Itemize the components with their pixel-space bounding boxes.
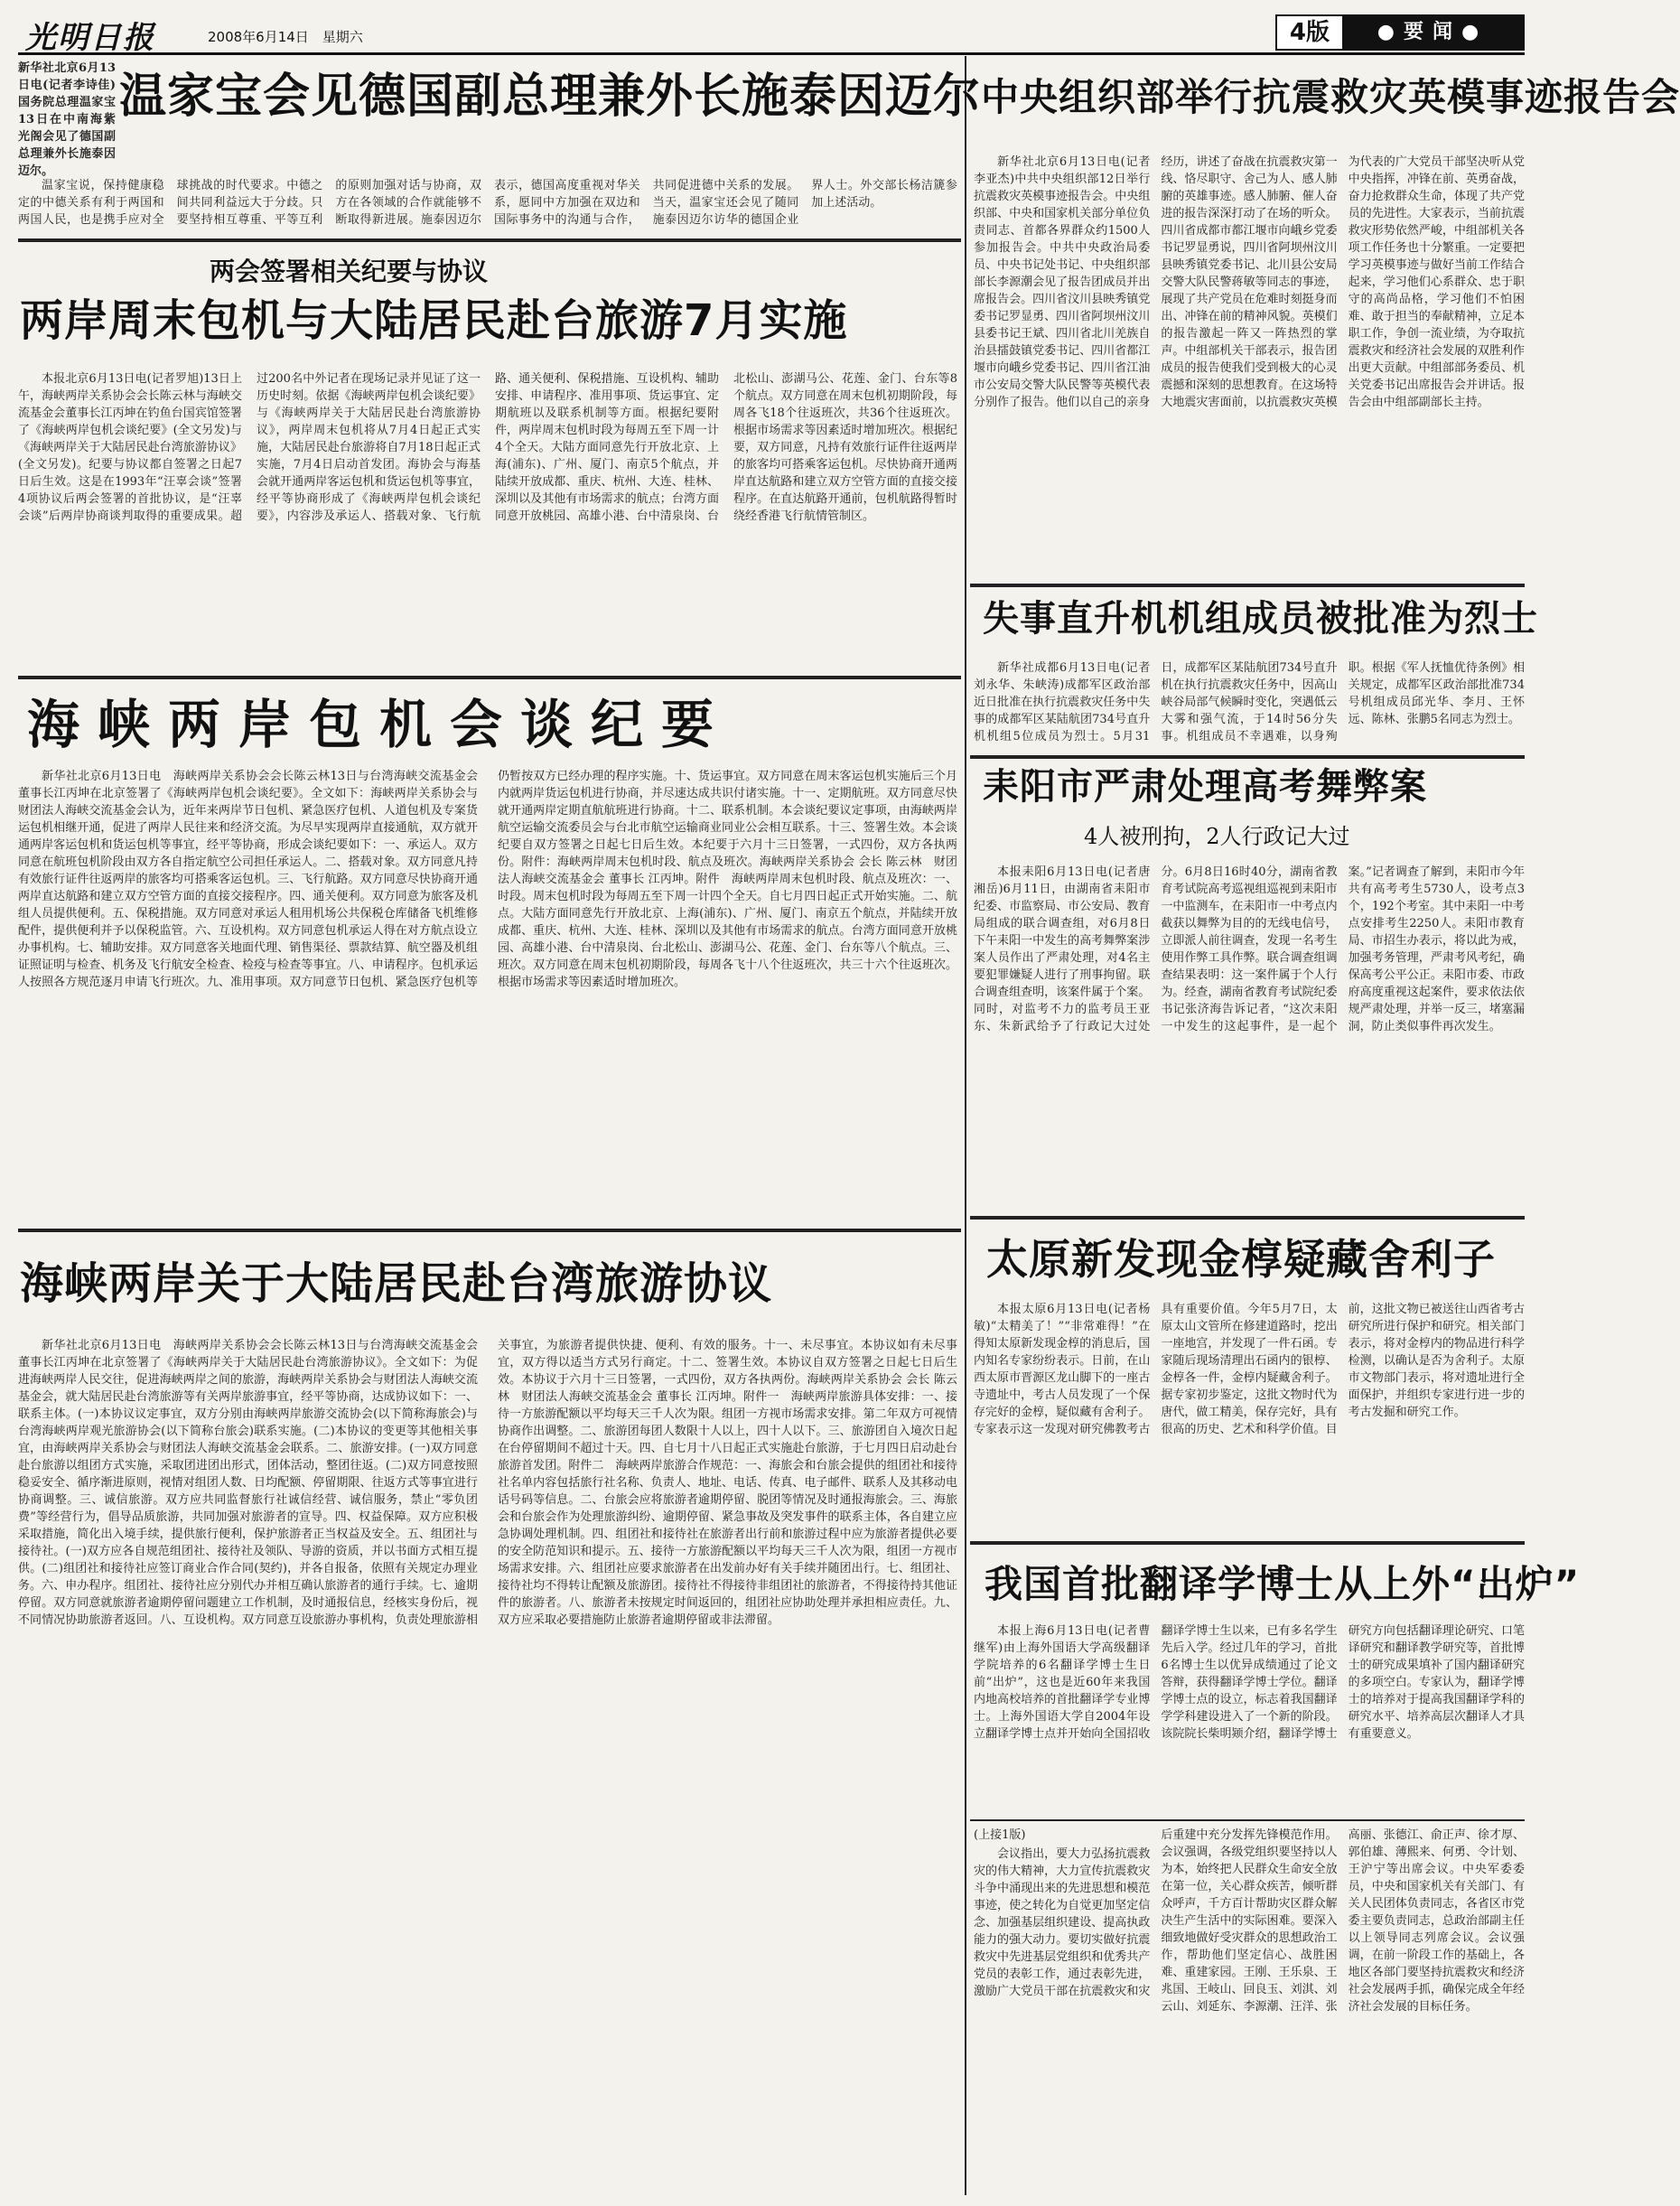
a7-body-text: 本报耒阳6月13日电(记者唐湘岳)6月11日，由湖南省耒阳市纪委、市监察局、市公安局、教育局组成的联合调查组，对6月8日下午耒阳一中发生的高考舞弊案涉案人员作出了严肃处理，对4名主要犯罪嫌疑人进行了刑事拘留。联合调查组查明，该案件属于个案。同时，对监考不力的监考员王亚东、朱新武给予了行政记大过处分。6月8日16时40分，湖南省教育考试院高考巡视组巡视到耒阳市一中监测车，在耒阳市一中考点内截获以舞弊为目的的无线电信号，立即派人前往调查，发现一名考生使用作弊工具作弊。联合调查组调查结果表明：这一案件属于个人行为。经查，湖南省教育考试院纪委书记张济海告诉记者，“这次耒阳一中发生的这起事件，是一起个案。”记者调查了解到，耒阳市今年共有高考考生5730人，设考点3个，192个考室。其中耒阳一中考点安排考生2250人。耒阳市教育局、市招生办表示，将以此为戒，加强考务管理，严肃考风考纪，确保高考公平公正。耒阳市委、市政府高度重视这起案件，要求依法依规严肃处理，并举一反三，堵塞漏洞，防止类似事件再次发生。 bbox=[974, 865, 1525, 1033]
a3-body-text: 新华社北京6月13日电 海峡两岸关系协会会长陈云林13日与台湾海峡交流基金会董事长江丙坤在北京签署了《海峡两岸包机会谈纪要》。全文如下：海峡两岸关系协会与财团法人海峡交流基金会认为，近年来两岸节日包机、紧急医疗包机、人道包机及专案货运包机相继开通，促进了两岸人民往来和经济交流。为尽早实现两岸直接通航，双方就开通两岸客运包机和货运包机等事宜，经平等协商，形成会谈纪要如下：一、承运人。双方同意在航班包机阶段由双方各自指定航空公司担任承运人。二、搭载对象。双方同意凡持有效旅行证件往返两岸的旅客均可搭乘客运包机。三、飞行航路。双方同意尽快协商开通两岸直达航路和建立双方空管方面的直接交接程序。四、通关便利。双方同意为旅客及机组人员提供便利。五、保税措施。双方同意对承运人租用机场公共保税仓库储备飞机维修配件，提供便利并予以保税监管。六、互设机构。双方同意包机承运人得在对方航点设立办事机构。七、辅助安排。双方同意客关地面代理、销售渠径、票款结算、航空器及机组证照证明与检查、机务及飞行航安全检查、检疫与检查等事宜。八、申请程序。包机承运人按照各方规范逐月申请飞行班次。九、准用事项。双方同意节日包机、紧急医疗包机等仍暂按双方已经办理的程序实施。十、货运事宜。双方同意在周末客运包机实施后三个月内就两岸货运包机进行协商，并尽速达成共识付诸实施。十一、定期航班。双方同意尽快就开通两岸定期直航航班进行协商。十二、联系机制。本会谈纪要议定事项，由海峡两岸航空运输交流委员会与台北市航空运输商业同业公会相互联系。十三、签署生效。本会谈纪要自双方签署之日起七日后生效。本纪要于六月十三日签署，一式四份，双方各执两份。附件：海峡两岸周末包机时段、航点及班次。海峡两岸关系协会 会长 陈云林 财团法人海峡交流基金会 董事长 江丙坤。附件 海峡两岸周末包机时段、航点及班次：一、时段。周末包机时段为每周五至下周一计四个全天。自七月四日起正式开始实施。二、航点。大陆方面同意先行开放北京、上海(浦东)、广州、厦门、南京五个航点，并陆续开放成都、重庆、杭州、大连、桂林、深圳以及其他有市场需求的航点。台湾方面同意开放桃园、高雄小港、台中清泉岗、台北松山、澎湖马公、花莲、金门、台东等八个航点。三、班次。双方同意在周末包机初期阶段，每周各飞十八个往返班次，共三十六个往返班次。根据市场需求等因素适时增加班次。 bbox=[18, 770, 957, 989]
a7-subhead: 4人被刑拘，2人行政记大过 bbox=[1084, 824, 1350, 849]
masthead bbox=[18, 9, 1525, 55]
a6-body-text: 新华社成都6月13日电(记者刘永华、朱峡涛)成都军区政治部近日批准在执行抗震救灾任务中失事的成都军区某陆航团734号直升机机组5位成员为烈士。5月31日，成都军区某陆航团734号直升机在执行抗震救灾任务中，因高山峡谷局部气候瞬时变化，突遇低云大雾和强气流，于14时56分失事。机组成员不幸遇难，以身殉职。根据《军人抚恤优待条例》相关规定，成都军区政治部批准734号机组成员邱光华、李月、王怀远、陈林、张鹏5名同志为烈士。 bbox=[974, 661, 1525, 743]
a5-body bbox=[974, 154, 1525, 578]
divider bbox=[18, 676, 961, 679]
divider bbox=[18, 238, 961, 242]
a9-body bbox=[974, 1622, 1525, 1812]
a5-body-text: 新华社北京6月13日电(记者李亚杰)中共中央组织部12日举行抗震救灾英模事迹报告会。中央组织部、中央和国家机关部分单位负责同志、首都各界群众约1500人参加报告会。中共中央政治局委员、中央书记处书记、中央组织部部长李源潮会见了报告团成员并出席报告会。四川省汶川县映秀镇党委书记罗显勇、四川省阿坝州汶川县委书记王斌、四川省北川羌族自治县擂鼓镇党委书记、四川省都江堰市向峨乡党委书记、四川省江油市公安局交警大队民警等英模代表分别作了报告。他们以自己的亲身经历，讲述了奋战在抗震救灾第一线、恪尽职守、舍己为人、感人肺腑的英雄事迹。感人肺腑、催人奋进的报告深深打动了在场的听众。四川省成都市都江堰市向峨乡党委书记罗显勇说，四川省阿坝州汶川县映秀镇党委书记、北川县公安局交警大队民警蒋敏等同志的事迹，展现了共产党员在危难时刻挺身而出、冲锋在前的精神风貌。英模们的报告激起一阵又一阵热烈的掌声。中组部机关干部表示，报告团成员的报告使我们受到极大的心灵震撼和深刻的思想教育。在这场特大地震灾害面前，以抗震救灾英模为代表的广大党员干部坚决听从党中央指挥，冲锋在前、英勇奋战，奋力抢救群众生命，体现了共产党员的先进性。大家表示，当前抗震救灾形势依然严峻，中组部机关各项工作任务也十分繁重。一定要把学习英模事迹与做好当前工作结合起来，学习他们心系群众、忠于职守的高尚品格，学习他们不怕困难、敢于担当的奉献精神，立足本职工作，争创一流业绩，为夺取抗震救灾和经济社会发展的双胜利作出更大贡献。中组部部务委员、机关党委书记出席报告会并讲话。报告会由中组部副部长主持。 bbox=[974, 155, 1525, 409]
a8-body-text: 本报太原6月13日电(记者杨敏)“太精美了！”“非常难得！”在得知太原新发现金椁的消息后，国内知名专家纷纷表示。日前，在山西太原市晋源区龙山脚下的一座古寺遗址中，考古人员发现了一个保存完好的金椁，疑似藏有舍利子。专家表示这一发现对研究佛教考古具有重要价值。今年5月7日，太原太山文管所在修建道路时，挖出一座地宫，并发现了一件石函。专家随后现场清理出石函内的银椁、金椁各一件，金椁内疑藏舍利子。据专家初步鉴定，这批文物时代为唐代，做工精美，保存完好，具有很高的历史、艺术和科学价值。目前，这批文物已被送往山西省考古研究所进行保护和研究。相关部门表示，将对金椁内的物品进行科学检测，以确认是否为舍利子。太原市文物部门表示，将对遗址进行全面保护，并组织专家进行进一步的考古发掘和研究工作。 bbox=[974, 1303, 1525, 1436]
a7-headline: 耒阳市严肃处理高考舞弊案 bbox=[983, 766, 1427, 808]
a4-headline: 海峡两岸关于大陆居民赴台湾旅游协议 bbox=[20, 1258, 773, 1309]
a3-headline: 海峡两岸包机会谈纪要 bbox=[27, 694, 733, 755]
divider bbox=[18, 1229, 961, 1232]
a2-kicker: 两会签署相关纪要与协议 bbox=[210, 257, 489, 286]
section-name: ●要闻● bbox=[1342, 16, 1523, 49]
column-divider bbox=[965, 56, 966, 2195]
a6-body bbox=[974, 659, 1525, 750]
a2-body bbox=[18, 370, 957, 668]
page-number: 4版 bbox=[1277, 16, 1342, 49]
divider bbox=[970, 1541, 1525, 1545]
a6-headline: 失事直升机机组成员被批准为烈士 bbox=[983, 598, 1538, 640]
a10-continued-note: (上接1版) bbox=[974, 1828, 1026, 1842]
divider bbox=[970, 1819, 1525, 1821]
a10-body-text: 会议指出，要大力弘扬抗震救灾的伟大精神，大力宣传抗震救灾斗争中涌现出来的先进思想和模范事迹，使之转化为自觉更加坚定信念、加强基层组织建设、提高执政能力的强大动力。要切实做好抗震救灾中先进基层党组织和优秀共产党员的表彰工作，通过表彰先进，激励广大党员干部在抗震救灾和灾后重建中充分发挥先锋模范作用。会议强调，各级党组织要坚持以人为本，始终把人民群众生命安全放在第一位，关心群众疾苦，倾听群众呼声，千方百计帮助灾区群众解决生产生活中的实际困难。要深入细致地做好受灾群众的思想政治工作，帮助他们坚定信心、战胜困难、重建家园。王刚、王乐泉、王兆国、王岐山、回良玉、刘淇、刘云山、刘延东、李源潮、汪洋、张高丽、张德江、俞正声、徐才厚、郭伯雄、薄熙来、何勇、令计划、王沪宁等出席会议。中央军委委员，中央和国家机关有关部门、有关人民团体负责同志，各省区市党委主要负责同志，总政治部副主任以上领导同志列席会议。会议强调，在前一阶段工作的基础上，各地区各部门要坚持抗震救灾和经济社会发展两手抓，确保完成全年经济社会发展的目标任务。 bbox=[974, 1828, 1525, 2014]
divider bbox=[970, 1216, 1525, 1220]
issue-date: 2008年6月14日 星期六 bbox=[208, 29, 363, 45]
a9-body-text: 本报上海6月13日电(记者曹继军)由上海外国语大学高级翻译学院培养的6名翻译学博士生日前“出炉”，这也是近60年来我国内地高校培养的首批翻译学专业博士。上海外国语大学自2004年设立翻译学博士点并开始向全国招收翻译学博士生以来，已有多名学生先后入学。经过几年的学习，首批6名博士生以优异成绩通过了论文答辩，获得翻译学博士学位。翻译学博士点的设立，标志着我国翻译学学科建设进入了一个新的阶段。该院院长柴明颎介绍，翻译学博士研究方向包括翻译理论研究、口笔译研究和翻译教学研究等，首批博士的研究成果填补了国内翻译研究的多项空白。专家认为，翻译学博士的培养对于提高我国翻译学科的研究水平、培养高层次翻译人才具有重要意义。 bbox=[974, 1624, 1525, 1741]
a2-headline: 两岸周末包机与大陆居民赴台旅游7月实施 bbox=[20, 295, 848, 346]
a1-lead bbox=[18, 60, 116, 177]
a3-body bbox=[18, 768, 957, 1220]
newspaper-logo: 光明日报 bbox=[25, 20, 155, 56]
a10-body bbox=[974, 1827, 1525, 2195]
a4-body-text: 新华社北京6月13日电 海峡两岸关系协会会长陈云林13日与台湾海峡交流基金会董事长江丙坤在北京签署了《海峡两岸关于大陆居民赴台湾旅游协议》。全文如下：为促进海峡两岸人民交往，促进海峡两岸之间的旅游，海峡两岸关系协会与财团法人海峡交流基金会，就大陆居民赴台湾旅游等有关两岸旅游事宜，经平等协商，达成协议如下：一、联系主体。(一)本协议议定事宜，双方分别由海峡两岸旅游交流协会(以下简称海旅会)与台湾海峡两岸观光旅游协会(以下简称台旅会)联系实施。(二)本协议的变更等其他相关事宜，由海峡两岸关系协会与财团法人海峡交流基金会联系。二、旅游安排。(一)双方同意赴台旅游以组团方式实施，采取团进团出形式，团体活动，整团往返。(二)双方同意按照稳妥安全、循序渐进原则，视情对组团人数、日均配额、停留期限、往返方式等事宜进行协商调整。三、诚信旅游。双方应共同监督旅行社诚信经营、诚信服务，禁止“零负团费”等经营行为，倡导品质旅游，共同加强对旅游者的宣导。四、权益保障。双方应积极采取措施，简化出入境手续，提供旅行便利，保护旅游者正当权益及安全。五、组团社与接待社。(一)双方应各自规范组团社、接待社及领队、导游的资质，并以书面方式相互提供。(二)组团社和接待社应签订商业合作合同(契约)，并各自报备，依照有关规定办理业务。六、申办程序。组团社、接待社应分别代办并相互确认旅游者的通行手续。七、逾期停留。双方同意就旅游者逾期停留问题建立工作机制，及时通报信息，经核实身份后，视不同情况协助旅游者返回。八、互设机构。双方同意互设旅游办事机构，负责处理旅游相关事宜，为旅游者提供快捷、便利、有效的服务。十一、未尽事宜。本协议如有未尽事宜，双方得以适当方式另行商定。十二、签署生效。本协议自双方签署之日起七日后生效。本协议于六月十三日签署，一式四份，双方各执两份。海峡两岸关系协会 会长 陈云林 财团法人海峡交流基金会 董事长 江丙坤。附件一 海峡两岸旅游具体安排：一、接待一方旅游配额以平均每天三千人次为限。组团一方视市场需求安排。第二年双方可视情协商作出调整。二、旅游团每团人数限十人以上，四十人以下。三、旅游团自入境次日起在台停留期间不超过十天。四、自七月十八日起正式实施赴台旅游，于七月四日启动赴台旅游首发团。附件二 海峡两岸旅游合作规范：一、海旅会和台旅会提供的组团社和接待社名单内容包括旅行社名称、负责人、地址、电话、传真、电子邮件、联系人及其移动电话号码等信息。二、台旅会应将旅游者逾期停留、脱团等情况及时通报海旅会。三、海旅会和台旅会作为处理旅游纠纷、逾期停留、紧急事故及突发事件的联系主体，各自建立应急协调处理机制。四、组团社和接待社在旅游者出行前和旅游过程中应为旅游者提供必要的安全防范知识和提示。五、接待一方旅游配额以平均每天三千人次为限，组团一方视市场需求安排。六、组团社应要求旅游者在出发前办好有关手续并随团出行。七、组团社、接待社均不得转让配额及旅游团。接待社不得接待非组团社的旅游者，不得接待持其他证件的旅游者。八、旅游者未按规定时间返回的，组团社应协助处理并承担相应责任。九、双方应采取必要措施防止旅游者逾期停留或非法滞留。 bbox=[18, 1339, 957, 1627]
a9-headline: 我国首批翻译学博士从上外“出炉” bbox=[985, 1562, 1581, 1606]
divider bbox=[970, 584, 1525, 587]
a8-body bbox=[974, 1301, 1525, 1536]
a4-body bbox=[18, 1337, 957, 2195]
a1-headline: 温家宝会见德国副总理兼外长施泰因迈尔 bbox=[119, 70, 982, 124]
a1-body-text: 温家宝说，保持健康稳定的中德关系有利于两国和两国人民，也是携手应对全球挑战的时代要求。中德之间共同利益远大于分歧。只要坚持相互尊重、平等互利的原则加强对话与协商，双方在各领域的合作就能够不断取得新进展。施泰因迈尔表示，德国高度重视对华关系，愿同中方加强在双边和国际事务中的沟通与合作，共同促进德中关系的发展。当天，温家宝还会见了随同施泰因迈尔访华的德国企业界人士。外交部长杨洁篪参加上述活动。 bbox=[18, 179, 957, 227]
a2-body-text: 本报北京6月13日电(记者罗旭)13日上午，海峡两岸关系协会会长陈云林与海峡交流基金会董事长江丙坤在钓鱼台国宾馆签署了《海峡两岸包机会谈纪要》(全文另发)与《海峡两岸关于大陆居民赴台湾旅游协议》(全文另发)。纪要与协议都自签署之日起7日后生效。这是在1993年“汪辜会谈”签署4项协议后两会签署的首批协议，是“汪辜会谈”后两岸协商谈判取得的重要成果。超过200名中外记者在现场记录并见证了这一历史时刻。依据《海峡两岸包机会谈纪要》与《海峡两岸关于大陆居民赴台湾旅游协议》，两岸周末包机将从7月4日起正式实施，大陆居民赴台旅游将自7月18日起正式实施，7月4日启动首发团。海协会与海基会就开通两岸客运包机和货运包机等事宜，经平等协商形成了《海峡两岸包机会谈纪要》，内容涉及承运人、搭载对象、飞行航路、通关便利、保税措施、互设机构、辅助安排、申请程序、准用事项、货运事宜、定期航班以及联系机制等方面。根据纪要附件，两岸周末包机时段为每周五至下周一计4个全天。大陆方面同意先行开放北京、上海(浦东)、广州、厦门、南京5个航点，并陆续开放成都、重庆、杭州、大连、桂林、深圳以及其他有市场需求的航点；台湾方面同意开放桃园、高雄小港、台中清泉岗、台北松山、澎湖马公、花莲、金门、台东等8个航点。双方同意在周末包机初期阶段，每周各飞18个往返班次，共36个往返班次。根据市场需求等因素适时增加班次。根据纪要，双方同意，凡持有效旅行证件往返两岸的旅客均可搭乘客运包机。尽快协商开通两岸直达航路和建立双方空管方面的直接交接程序。在直达航路开通前，包机航路得暂时绕经香港飞行航情管制区。 bbox=[18, 372, 957, 523]
page-tag bbox=[1275, 14, 1525, 51]
a5-headline: 中央组织部举行抗震救灾英模事迹报告会 bbox=[981, 75, 1680, 119]
a1-body bbox=[18, 177, 957, 231]
a1-lead-text: 新华社北京6月13日电(记者李诗佳)国务院总理温家宝13日在中南海紫光阁会见了德国副总理兼外长施泰因迈尔。 bbox=[18, 61, 116, 178]
a8-headline: 太原新发现金椁疑藏舍利子 bbox=[986, 1235, 1496, 1284]
a7-body bbox=[974, 864, 1525, 1207]
divider bbox=[970, 755, 1525, 759]
